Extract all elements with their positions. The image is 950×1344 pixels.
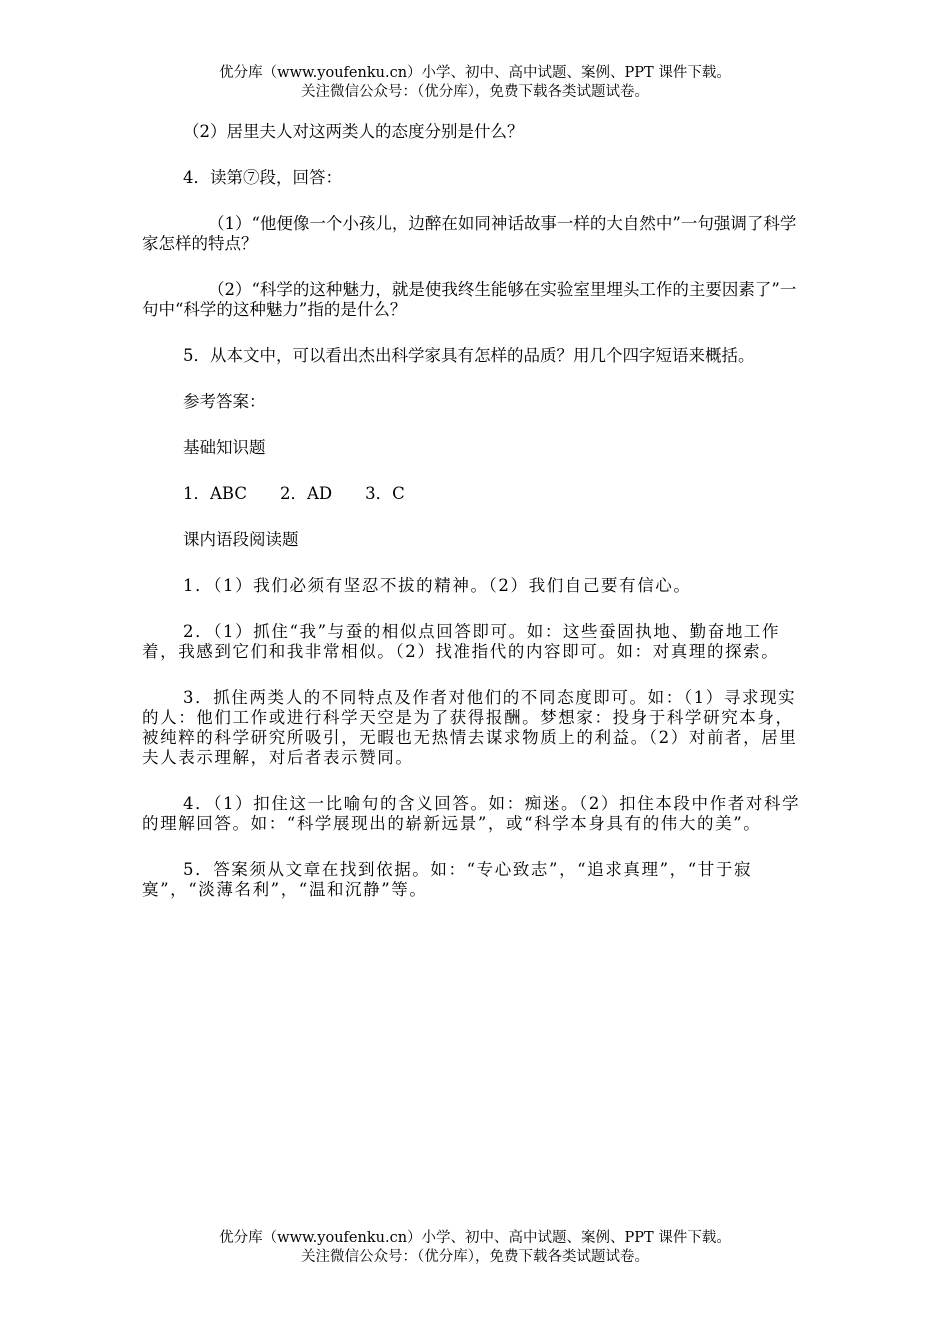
question-4-2: （2）“科学的这种魅力，就是使我终生能够在实验室里埋头工作的主要因素了”一句中“科学的这种魅力”指的是什么？	[142, 280, 797, 319]
answer-4: 4．（1）扣住这一比喻句的含义回答。如：痴迷。（2）扣住本段中作者对科学的理解回答。如：“科学展现出的崭新远景”，或“科学本身具有的伟大的美”。	[142, 794, 801, 833]
answers-title: 参考答案：	[183, 392, 266, 411]
page-footer	[0, 1229, 950, 1267]
answer-5: 5．答案须从文章在找到依据。如：“专心致志”，“追求真理”，“甘于寂寞”，“淡薄名利”，“温和沉静”等。	[142, 860, 753, 899]
footer-line-2: 关注微信公众号：（优分库），免费下载各类试题试卷。	[301, 1249, 649, 1265]
question-5: 5．从本文中，可以看出杰出科学家具有怎样的品质？用几个四字短语来概括。	[183, 346, 755, 365]
header-line-1: 优分库（www.youfenku.cn）小学、初中、高中试题、案例、PPT 课件下载。	[219, 65, 731, 81]
footer-line-1: 优分库（www.youfenku.cn）小学、初中、高中试题、案例、PPT 课件下载。	[219, 1230, 731, 1246]
question-3-2: （2）居里夫人对这两类人的态度分别是什么？	[183, 122, 524, 141]
header-line-2: 关注微信公众号：（优分库），免费下载各类试题试卷。	[301, 84, 649, 100]
document-body	[142, 118, 808, 900]
answer-1: 1．（1）我们必须有坚忍不拔的精神。（2）我们自己要有信心。	[183, 576, 692, 595]
basic-knowledge-title: 基础知识题	[183, 438, 266, 457]
basic-knowledge-answers: 1．ABC 2．AD 3．C	[183, 484, 405, 503]
question-4-1: （1）“他便像一个小孩儿，边醉在如同神话故事一样的大自然中”一句强调了科学家怎样的特点？	[142, 214, 797, 253]
question-4: 4．读第⑦段，回答：	[183, 168, 342, 187]
page-header	[0, 64, 950, 102]
answer-3: 3．抓住两类人的不同特点及作者对他们的不同态度即可。如：（1）寻求现实的人：他们工作或进行科学天空是为了获得报酬。梦想家：投身于科学研究本身，被纯粹的科学研究所吸引，无暇也无热情去谋求物质上的利益。（2）对前者，居里夫人表示理解，对后者表示赞同。	[142, 688, 798, 767]
reading-section-title: 课内语段阅读题	[183, 530, 299, 549]
answer-2: 2．（1）抓住“我”与蚕的相似点回答即可。如：这些蚕固执地、勤奋地工作着，我感到它们和我非常相似。（2）找准指代的内容即可。如：对真理的探索。	[142, 622, 781, 661]
